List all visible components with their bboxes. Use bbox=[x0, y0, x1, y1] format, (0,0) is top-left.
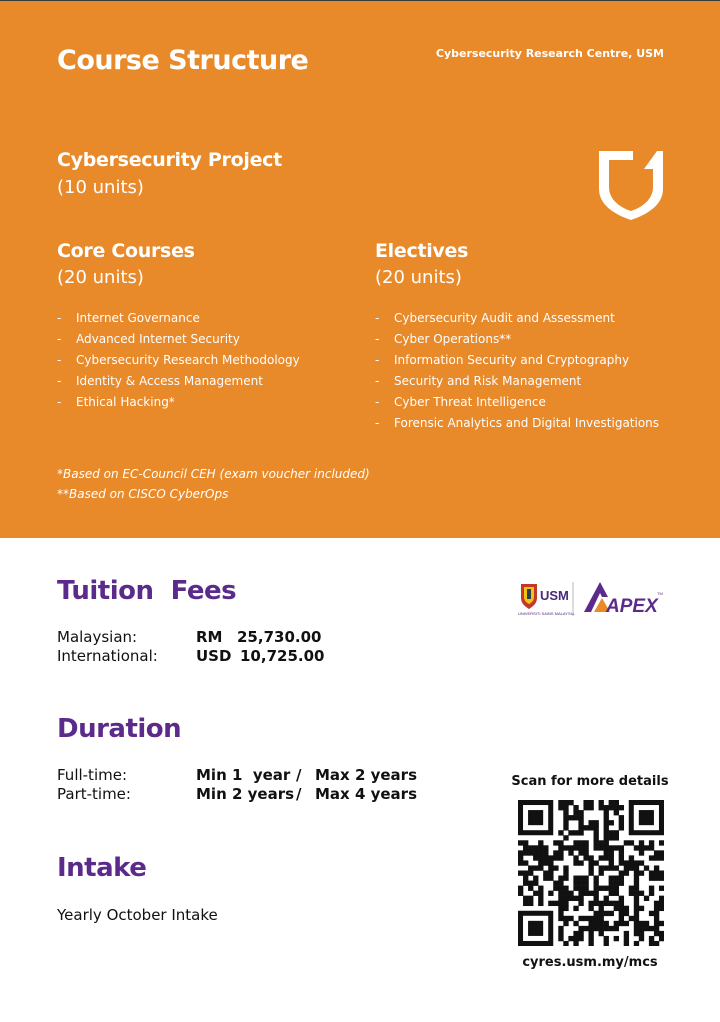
duration-min: Min 2 years bbox=[196, 785, 295, 803]
list-item: - Ethical Hacking* bbox=[57, 395, 175, 409]
footnote-cyberops: **Based on CISCO CyberOps bbox=[57, 487, 229, 501]
organization-name: Cybersecurity Research Centre, USM bbox=[435, 47, 664, 60]
shield-logo-icon bbox=[597, 147, 665, 221]
intake-text: Yearly October Intake bbox=[57, 906, 218, 924]
core-courses-list bbox=[57, 308, 300, 413]
page-title: Course Structure bbox=[57, 45, 309, 76]
list-item: - Cyber Operations** bbox=[375, 332, 512, 346]
duration-label: Part-time: bbox=[57, 785, 131, 803]
fee-label: International: bbox=[57, 647, 158, 665]
list-item: - Forensic Analytics and Digital Investigations bbox=[375, 416, 660, 430]
list-item: - Security and Risk Management bbox=[375, 374, 582, 388]
usm-logo-subtext: UNIVERSITI SAINS MALAYSIA bbox=[518, 611, 575, 616]
duration-label: Full-time: bbox=[57, 766, 128, 784]
logos-svg bbox=[518, 578, 666, 618]
core-courses-title: Core Courses bbox=[57, 240, 195, 262]
qr-code-icon[interactable] bbox=[518, 800, 664, 946]
list-item: - Cyber Threat Intelligence bbox=[375, 395, 546, 409]
list-item: - Cybersecurity Research Methodology bbox=[57, 353, 300, 367]
footnotes bbox=[57, 464, 370, 504]
fee-row-international bbox=[57, 647, 377, 666]
fee-row-malaysian bbox=[57, 628, 377, 647]
duration-row-full-time bbox=[57, 766, 427, 785]
list-item: - Internet Governance bbox=[57, 311, 200, 325]
qr-caption: Scan for more details bbox=[511, 774, 669, 789]
duration-separator: / bbox=[296, 785, 302, 803]
usm-crest-icon bbox=[521, 584, 537, 609]
electives-units: (20 units) bbox=[375, 267, 462, 288]
fee-amount: 10,725.00 bbox=[240, 647, 325, 665]
apex-logo-text: APEX bbox=[606, 596, 658, 617]
tuition-fees-title: Tuition Fees bbox=[57, 576, 237, 606]
fee-amount: 25,730.00 bbox=[237, 628, 322, 646]
list-item: - Information Security and Cryptography bbox=[375, 353, 630, 367]
apex-tm-mark: TM bbox=[657, 591, 663, 596]
partner-logos bbox=[518, 578, 666, 618]
duration-separator: / bbox=[296, 766, 302, 784]
footnote-ceh: *Based on EC-Council CEH (exam voucher included) bbox=[57, 467, 370, 481]
duration-min: Min 1 year bbox=[196, 766, 291, 784]
electives-list bbox=[375, 308, 659, 434]
usm-logo-text: USM bbox=[540, 588, 569, 603]
project-title: Cybersecurity Project bbox=[57, 149, 282, 171]
list-item: - Advanced Internet Security bbox=[57, 332, 240, 346]
fee-label: Malaysian: bbox=[57, 628, 138, 646]
project-units: (10 units) bbox=[57, 177, 144, 198]
fee-currency: RM bbox=[196, 628, 223, 646]
list-item: - Identity & Access Management bbox=[57, 374, 263, 388]
duration-title: Duration bbox=[57, 714, 182, 744]
electives-title: Electives bbox=[375, 240, 469, 262]
duration-row-part-time bbox=[57, 785, 427, 804]
qr-url[interactable]: cyres.usm.my/mcs bbox=[522, 955, 658, 970]
duration-max: Max 4 years bbox=[315, 785, 418, 803]
fee-currency: USD bbox=[196, 647, 232, 665]
core-courses-units: (20 units) bbox=[57, 267, 144, 288]
duration-max: Max 2 years bbox=[315, 766, 418, 784]
list-item: - Cybersecurity Audit and Assessment bbox=[375, 311, 615, 325]
intake-title: Intake bbox=[57, 853, 147, 883]
